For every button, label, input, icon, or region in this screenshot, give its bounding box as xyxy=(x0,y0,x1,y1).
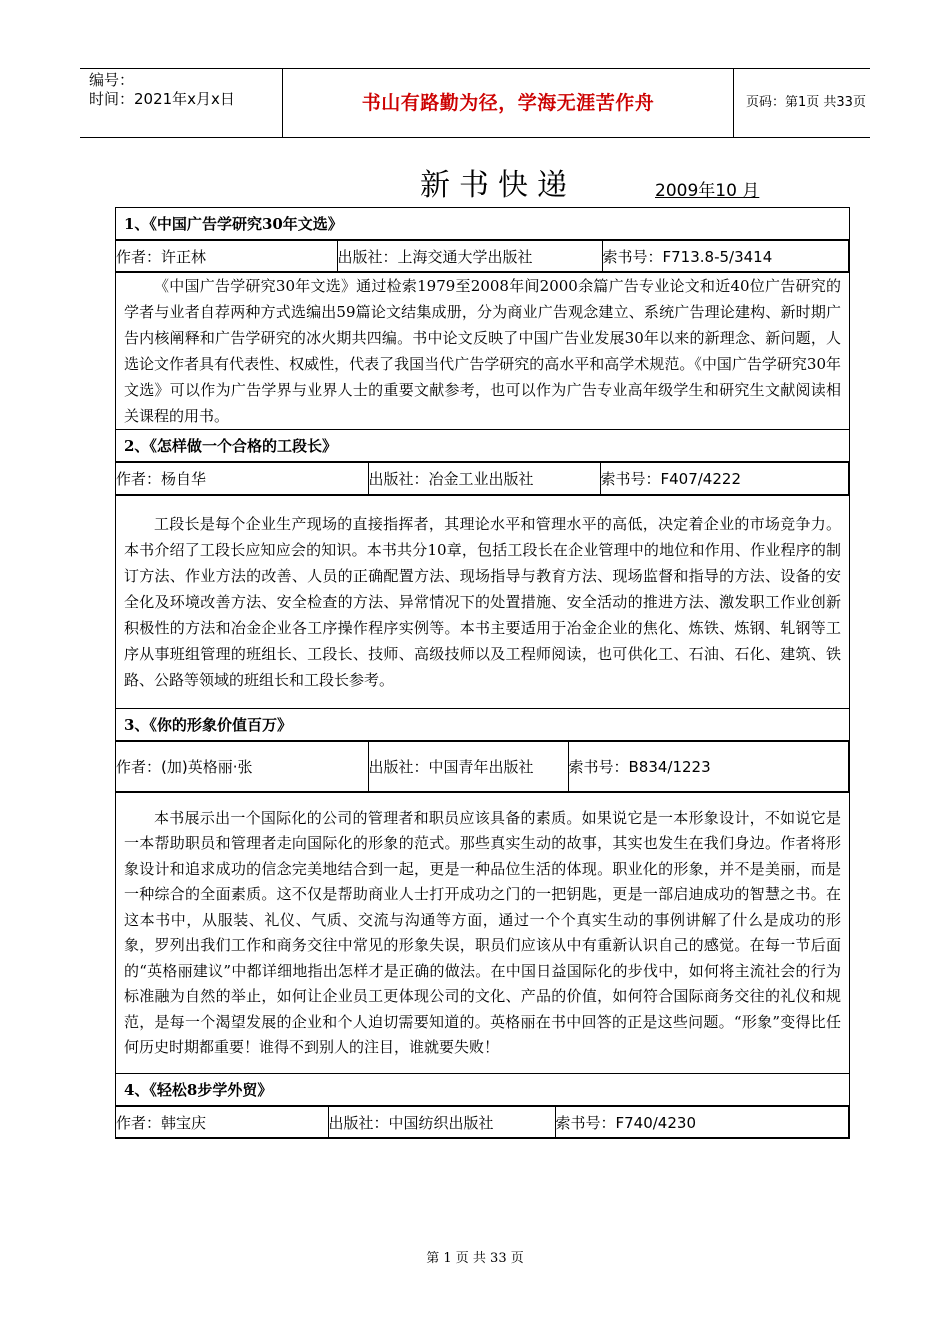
header-meta-cell xyxy=(80,69,282,137)
book-description: 《中国广告学研究30年文选》通过检索1979至2008年间2000余篇广告专业论文和近40位广告研究的学者与业者自荐两种方式选编出59篇论文结集成册，分为商业广告观念建立、系统广告理论建构、新时期广告内核阐释和广告学研究的冰火期共四编。书中论文反映了中国广告业发展30年以来的新理念、新问题，人选论文作者具有代表性、权威性，代表了我国当代广告学研究的高水平和高学术规范。《中国广告学研究30年文选》可以作为广告学界与业界人士的重要文献参考，也可以作为广告专业高年级学生和研究生文献阅读相关课程的用书。 xyxy=(116,273,850,430)
book-call-number: 索书号：F713.8-5/3414 xyxy=(602,241,849,272)
book-publisher: 出版社：上海交通大学出版社 xyxy=(337,241,602,272)
book-info-row xyxy=(116,741,850,793)
book-info-row xyxy=(116,1106,850,1139)
code-label: 编号： xyxy=(89,71,135,89)
book-heading-row xyxy=(116,208,850,240)
motto: 书山有路勤为径，学海无涯苦作舟 xyxy=(361,92,655,114)
book-publisher: 出版社：中国纺织出版社 xyxy=(328,1107,555,1138)
book-description-row xyxy=(116,496,850,709)
book-description: 本书展示出一个国际化的公司的管理者和职员应该具备的素质。如果说它是一本形象设计，不如说它是一本帮助职员和管理者走向国际化的形象的范式。那些真实生动的故事，其实也发生在我们身边。作者将形象设计和追求成功的信念完美地结合到一起，更是一种品位生活的体现。职业化的形象，并不是美丽，而是一种综合的全面素质。这不仅是帮助商业人士打开成功之门的一把钥匙，更是一部启迪成功的智慧之书。在这本书中，从服装、礼仪、气质、交流与沟通等方面，通过一个个真实生动的事例讲解了什么是成功的形象，罗列出我们工作和商务交往中常见的形象失误，职员们应该从中有重新认识自己的感觉。在每一节后面的“英格丽建议”中都详细地指出怎样才是正确的做法。在中国日益国际化的步伐中，如何将主流社会的行为标准融为自然的举止，如何让企业员工更体现公司的文化、产品的价值，如何符合国际商务交往的礼仪和规范，是每一个渴望发展的企业和个人迫切需要知道的。英格丽在书中回答的正是这些问题。“形象”变得比任何历史时期都重要！谁得不到别人的注目，谁就要失败！ xyxy=(116,793,850,1074)
book-description: 工段长是每个企业生产现场的直接指挥者，其理论水平和管理水平的高低，决定着企业的市场竞争力。本书介绍了工段长应知应会的知识。本书共分10章，包括工段长在企业管理中的地位和作用、作业程序的制订方法、作业方法的改善、人员的正确配置方法、现场指导与教育方法、现场监督和指导的方法、设备的安全化及环境改善方法、安全检查的方法、异常情况下的处置措施、安全活动的推进方法、激发职工作业创新积极性的方法和冶金企业各工序操作程序实例等。本书主要适用于冶金企业的焦化、炼铁、炼钢、轧钢等工序从事班组管理的班组长、工段长、技师、高级技师以及工程师阅读，也可供化工、石油、石化、建筑、铁路、公路等领域的班组长和工段长参考。 xyxy=(116,496,850,709)
book-author: 作者：韩宝庆 xyxy=(116,1107,328,1138)
book-author: 作者：许正林 xyxy=(116,241,337,272)
book-heading: 4、《轻松8步学外贸》 xyxy=(116,1074,850,1106)
page-info: 页码：第1页 共33页 xyxy=(746,95,866,110)
book-list-table xyxy=(115,207,850,1139)
book-call-number: 索书号：B834/1223 xyxy=(568,742,849,792)
document-header xyxy=(80,68,870,138)
book-description-row xyxy=(116,273,850,430)
book-heading: 2、《怎样做一个合格的工段长》 xyxy=(116,430,850,462)
header-motto-cell xyxy=(282,69,734,137)
book-heading: 3、《你的形象价值百万》 xyxy=(116,709,850,741)
date-label: 时间：2021年x月x日 xyxy=(89,90,235,108)
book-heading-row xyxy=(116,430,850,462)
book-heading-row xyxy=(116,1074,850,1106)
book-heading: 1、《中国广告学研究30年文选》 xyxy=(116,208,850,240)
book-description-row xyxy=(116,793,850,1074)
page-footer: 第 1 页 共 33 页 xyxy=(426,1251,524,1266)
book-author: 作者：(加)英格丽·张 xyxy=(116,742,368,792)
book-publisher: 出版社：冶金工业出版社 xyxy=(368,463,600,495)
page-title: 新书快递 xyxy=(420,168,576,203)
book-call-number: 索书号：F740/4230 xyxy=(555,1107,849,1138)
book-author: 作者：杨自华 xyxy=(116,463,368,495)
book-call-number: 索书号：F407/4222 xyxy=(600,463,849,495)
book-info-row xyxy=(116,240,850,273)
book-heading-row xyxy=(116,709,850,741)
header-page-cell xyxy=(734,69,870,137)
book-info-row xyxy=(116,462,850,496)
book-publisher: 出版社：中国青年出版社 xyxy=(368,742,568,792)
issue-date: 2009年10 月 xyxy=(655,181,760,201)
